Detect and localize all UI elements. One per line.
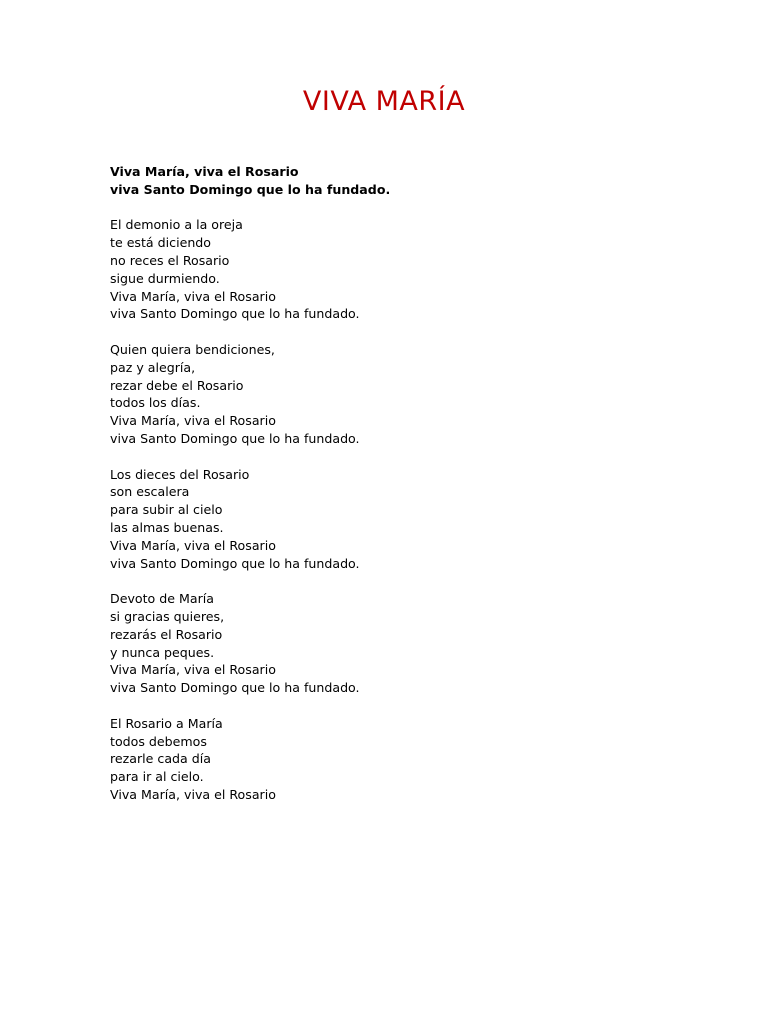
chorus-line: Viva María, viva el Rosario [110, 413, 276, 429]
verse-line: te está diciendo [110, 235, 212, 251]
intro-line: viva Santo Domingo que lo ha fundado. [110, 181, 391, 197]
verse-line: para subir al cielo [110, 502, 223, 518]
verse-line: El Rosario a María [110, 715, 223, 731]
verse-line: no reces el Rosario [110, 252, 230, 268]
chorus-line: viva Santo Domingo que lo ha fundado. [110, 306, 360, 322]
chorus-line: viva Santo Domingo que lo ha fundado. [110, 430, 360, 446]
stanza-3 [110, 466, 670, 573]
chorus-line: Viva María, viva el Rosario [110, 537, 276, 553]
intro-chorus [110, 163, 670, 199]
stanza-4 [110, 590, 670, 697]
chorus-line: viva Santo Domingo que lo ha fundado. [110, 680, 360, 696]
verse-line: paz y alegría, [110, 359, 196, 375]
verse-line: todos los días. [110, 395, 201, 411]
chorus-line: viva Santo Domingo que lo ha fundado. [110, 555, 360, 571]
verse-line: rezarás el Rosario [110, 626, 223, 642]
verse-line: Devoto de María [110, 591, 214, 607]
verse-line: rezar debe el Rosario [110, 377, 244, 393]
chorus-line: Viva María, viva el Rosario [110, 662, 276, 678]
verse-line: son escalera [110, 484, 190, 500]
stanza-2 [110, 341, 670, 448]
verse-line: El demonio a la oreja [110, 217, 243, 233]
verse-line: Quien quiera bendiciones, [110, 341, 275, 357]
verse-line: si gracias quieres, [110, 608, 225, 624]
verse-line: sigue durmiendo. [110, 270, 220, 286]
verse-line: las almas buenas. [110, 519, 224, 535]
verse-line: para ir al cielo. [110, 769, 204, 785]
stanza-5 [110, 715, 670, 804]
verse-line: y nunca peques. [110, 644, 215, 660]
intro-line: Viva María, viva el Rosario [110, 164, 299, 179]
chorus-line: Viva María, viva el Rosario [110, 288, 276, 304]
document-title: VIVA MARÍA [302, 86, 466, 117]
verse-line: todos debemos [110, 733, 207, 749]
lyrics-body [110, 163, 670, 821]
stanza-1 [110, 216, 670, 323]
chorus-line: Viva María, viva el Rosario [110, 786, 276, 802]
verse-line: rezarle cada día [110, 751, 211, 767]
verse-line: Los dieces del Rosario [110, 466, 250, 482]
